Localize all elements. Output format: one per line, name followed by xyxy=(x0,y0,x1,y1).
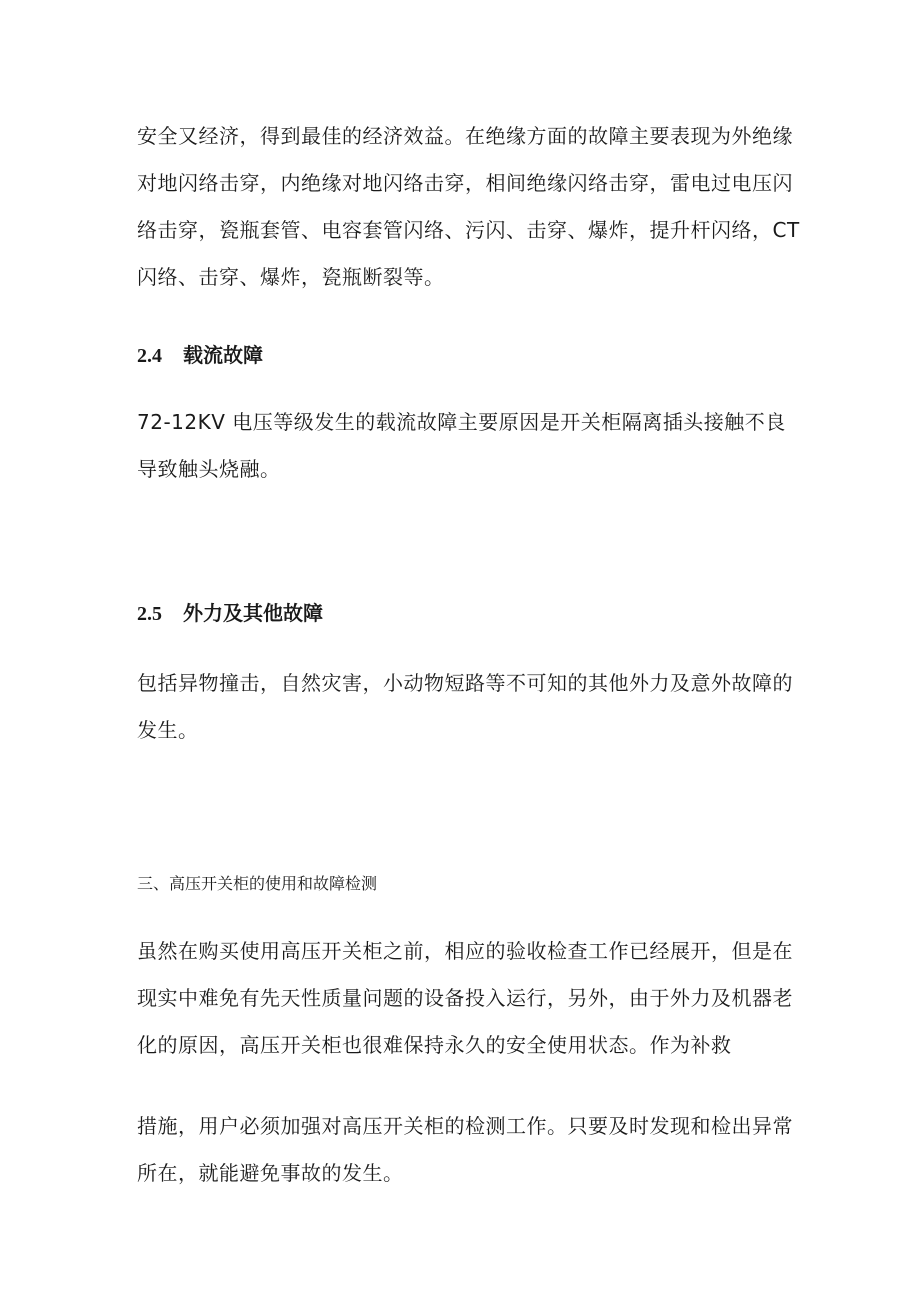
paragraph-line: 措施，用户必须加强对高压开关柜的检测工作。只要及时发现和检出异常 xyxy=(137,1114,793,1138)
heading-number: 2.5 xyxy=(137,603,162,625)
paragraph-line: 导致触头烧融。 xyxy=(137,457,281,481)
paragraph-line: 包括异物撞击，自然灾害，小动物短路等不可知的其他外力及意外故障的 xyxy=(137,671,793,695)
heading-2-4 xyxy=(137,341,263,370)
paragraph-line: 虽然在购买使用高压开关柜之前，相应的验收检查工作已经展开，但是在 xyxy=(137,939,793,963)
paragraph-line: 安全又经济，得到最佳的经济效益。在绝缘方面的故障主要表现为外绝缘 xyxy=(137,124,793,148)
heading-title: 载流故障 xyxy=(183,343,263,367)
paragraph-line: 化的原因，高压开关柜也很难保持永久的安全使用状态。作为补救 xyxy=(137,1033,732,1057)
paragraph-line: 络击穿，瓷瓶套管、电容套管闪络、污闪、击穿、爆炸，提升杆闪络，CT xyxy=(137,218,800,242)
paragraph-line: 所在，就能避免事故的发生。 xyxy=(137,1161,404,1185)
paragraph-line: 现实中难免有先天性质量问题的设备投入运行，另外，由于外力及机器老 xyxy=(137,986,793,1010)
heading-2-5 xyxy=(137,599,323,628)
paragraph-line: 发生。 xyxy=(137,718,199,742)
heading-number: 2.4 xyxy=(137,345,162,367)
paragraph-line: 对地闪络击穿，内绝缘对地闪络击穿，相间绝缘闪络击穿，雷电过电压闪 xyxy=(137,171,793,195)
paragraph-line: 72-12KV 电压等级发生的载流故障主要原因是开关柜隔离插头接触不良 xyxy=(137,410,786,434)
heading-title: 外力及其他故障 xyxy=(183,601,323,625)
paragraph-line: 闪络、击穿、爆炸，瓷瓶断裂等。 xyxy=(137,265,445,289)
section-title: 三、高压开关柜的使用和故障检测 xyxy=(137,874,378,893)
